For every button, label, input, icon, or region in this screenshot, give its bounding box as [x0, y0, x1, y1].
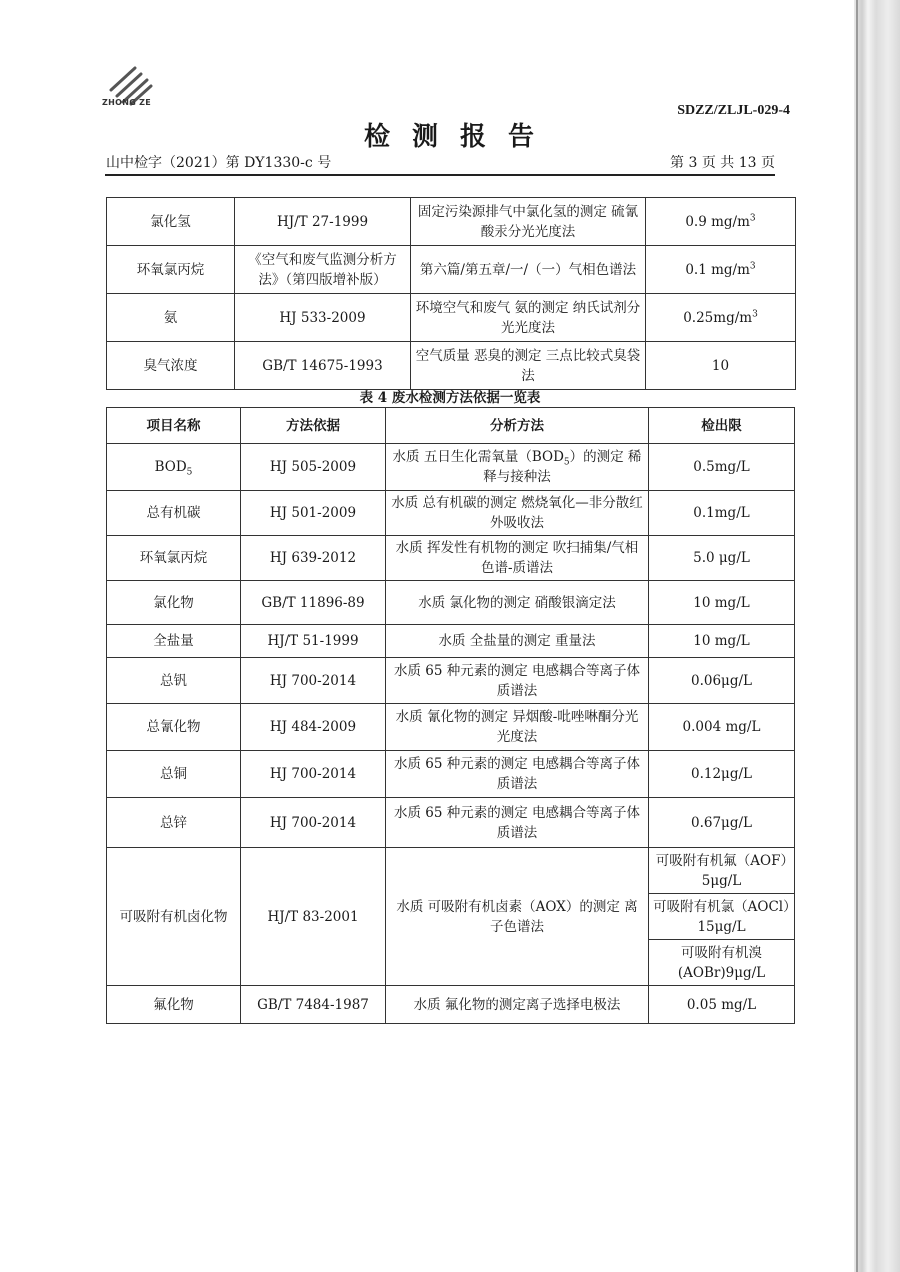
- method-basis: 《空气和废气监测分析方法》（第四版增补版）: [235, 246, 411, 294]
- table-row: [107, 444, 795, 491]
- item-name: 总铜: [107, 751, 241, 798]
- logo-text: ZHONG ZE: [102, 98, 152, 107]
- analysis-method: 水质 氟化物的测定离子选择电极法: [386, 986, 649, 1024]
- item-name: 氨: [107, 294, 235, 342]
- air-method-table-continued: [106, 197, 796, 390]
- detection-limit: 0.1 $mg/m^3$: [646, 246, 796, 294]
- detection-limit: 0.67μg/L: [649, 798, 795, 848]
- item-name: $BOD_5$: [107, 444, 241, 491]
- wastewater-method-table: [106, 407, 795, 1024]
- scan-edge-line: [856, 0, 858, 1272]
- detection-limit: 0.06μg/L: [649, 658, 795, 704]
- scan-edge: [854, 0, 900, 1272]
- column-header-item: 项目名称: [107, 408, 241, 444]
- method-basis: GB/T 14675-1993: [235, 342, 411, 390]
- table-caption: 表 4 废水检测方法依据一览表: [359, 390, 541, 406]
- table-row: [107, 198, 796, 246]
- method-basis: HJ 700-2014: [241, 798, 386, 848]
- table-row: [107, 658, 795, 704]
- analysis-method: 水质 全盐量的测定 重量法: [386, 625, 649, 658]
- method-basis: GB/T 7484-1987: [241, 986, 386, 1024]
- item-name: 氯化氢: [107, 198, 235, 246]
- item-name: 总氰化物: [107, 704, 241, 751]
- page-number: 第 3 页 共 13 页: [670, 155, 775, 171]
- table-row: [107, 751, 795, 798]
- detection-limit: 10 mg/L: [649, 625, 795, 658]
- detection-limit: 0.1mg/L: [649, 491, 795, 536]
- detection-limit: 0.05 mg/L: [649, 986, 795, 1024]
- method-basis: GB/T 11896-89: [241, 581, 386, 625]
- table-row: [107, 294, 796, 342]
- page-title: 检测报告: [363, 122, 556, 152]
- table-row: [107, 625, 795, 658]
- table-row: [107, 848, 795, 894]
- column-header-basis: 方法依据: [241, 408, 386, 444]
- detection-limit-aof: 可吸附有机氟（AOF）5μg/L: [649, 848, 795, 894]
- detection-limit: 5.0 μg/L: [649, 536, 795, 581]
- method-basis: HJ 505-2009: [241, 444, 386, 491]
- item-name: 总锌: [107, 798, 241, 848]
- detection-limit: 0.004 mg/L: [649, 704, 795, 751]
- detection-limit-aobr: 可吸附有机溴(AOBr)9μg/L: [649, 940, 795, 986]
- detection-limit: 0.9 $mg/m^3$: [646, 198, 796, 246]
- detection-limit: 10: [646, 342, 796, 390]
- table-row: [107, 704, 795, 751]
- detection-limit: 0.12μg/L: [649, 751, 795, 798]
- detection-limit: $0.25mg/m^3$: [646, 294, 796, 342]
- column-header-limit: 检出限: [649, 408, 795, 444]
- item-name: 臭气浓度: [107, 342, 235, 390]
- detection-limit-aocl: 可吸附有机氯（AOCl）15μg/L: [649, 894, 795, 940]
- item-name: 氯化物: [107, 581, 241, 625]
- method-basis: HJ/T 51-1999: [241, 625, 386, 658]
- table-row: [107, 798, 795, 848]
- item-name: 可吸附有机卤化物: [107, 848, 241, 986]
- detection-limit: 0.5mg/L: [649, 444, 795, 491]
- table-row: [107, 581, 795, 625]
- analysis-method: 水质 氰化物的测定 异烟酸-吡唑啉酮分光光度法: [386, 704, 649, 751]
- item-name: 总有机碳: [107, 491, 241, 536]
- table-row: [107, 491, 795, 536]
- method-basis: HJ 484-2009: [241, 704, 386, 751]
- table-row: [107, 246, 796, 294]
- method-basis: HJ 700-2014: [241, 751, 386, 798]
- method-basis: HJ 533-2009: [235, 294, 411, 342]
- analysis-method: 水质 氯化物的测定 硝酸银滴定法: [386, 581, 649, 625]
- item-name: 环氧氯丙烷: [107, 536, 241, 581]
- analysis-method: 水质 挥发性有机物的测定 吹扫捕集/气相色谱-质谱法: [386, 536, 649, 581]
- item-name: 全盐量: [107, 625, 241, 658]
- item-name: 氟化物: [107, 986, 241, 1024]
- table-row: [107, 342, 796, 390]
- analysis-method: 水质 65 种元素的测定 电感耦合等离子体质谱法: [386, 798, 649, 848]
- method-basis: HJ/T 83-2001: [241, 848, 386, 986]
- analysis-method: 水质 65 种元素的测定 电感耦合等离子体质谱法: [386, 658, 649, 704]
- analysis-method: 第六篇/第五章/一/（一）气相色谱法: [411, 246, 646, 294]
- analysis-method: 水质 五日生化需氧量$(BOD_5)$的测定 稀释与接种法: [386, 444, 649, 491]
- document-code: SDZZ/ZLJL-029-4: [677, 103, 790, 118]
- method-basis: HJ 501-2009: [241, 491, 386, 536]
- method-basis: HJ 639-2012: [241, 536, 386, 581]
- column-header-method: 分析方法: [386, 408, 649, 444]
- analysis-method: 水质 可吸附有机卤素（AOX）的测定 离子色谱法: [386, 848, 649, 986]
- table-row: [107, 536, 795, 581]
- table-row: [107, 986, 795, 1024]
- analysis-method: 水质 65 种元素的测定 电感耦合等离子体质谱法: [386, 751, 649, 798]
- header-divider: [105, 174, 775, 176]
- analysis-method: 空气质量 恶臭的测定 三点比较式臭袋法: [411, 342, 646, 390]
- item-name: 总钒: [107, 658, 241, 704]
- detection-limit: 10 mg/L: [649, 581, 795, 625]
- report-reference-number: 山中检字（2021）第 DY1330-c 号: [106, 155, 332, 171]
- analysis-method: 环境空气和废气 氨的测定 纳氏试剂分光光度法: [411, 294, 646, 342]
- analysis-method: 水质 总有机碳的测定 燃烧氧化—非分散红外吸收法: [386, 491, 649, 536]
- method-basis: HJ 700-2014: [241, 658, 386, 704]
- analysis-method: 固定污染源排气中氯化氢的测定 硫氰酸汞分光光度法: [411, 198, 646, 246]
- table-header-row: [107, 408, 795, 444]
- item-name: 环氧氯丙烷: [107, 246, 235, 294]
- method-basis: HJ/T 27-1999: [235, 198, 411, 246]
